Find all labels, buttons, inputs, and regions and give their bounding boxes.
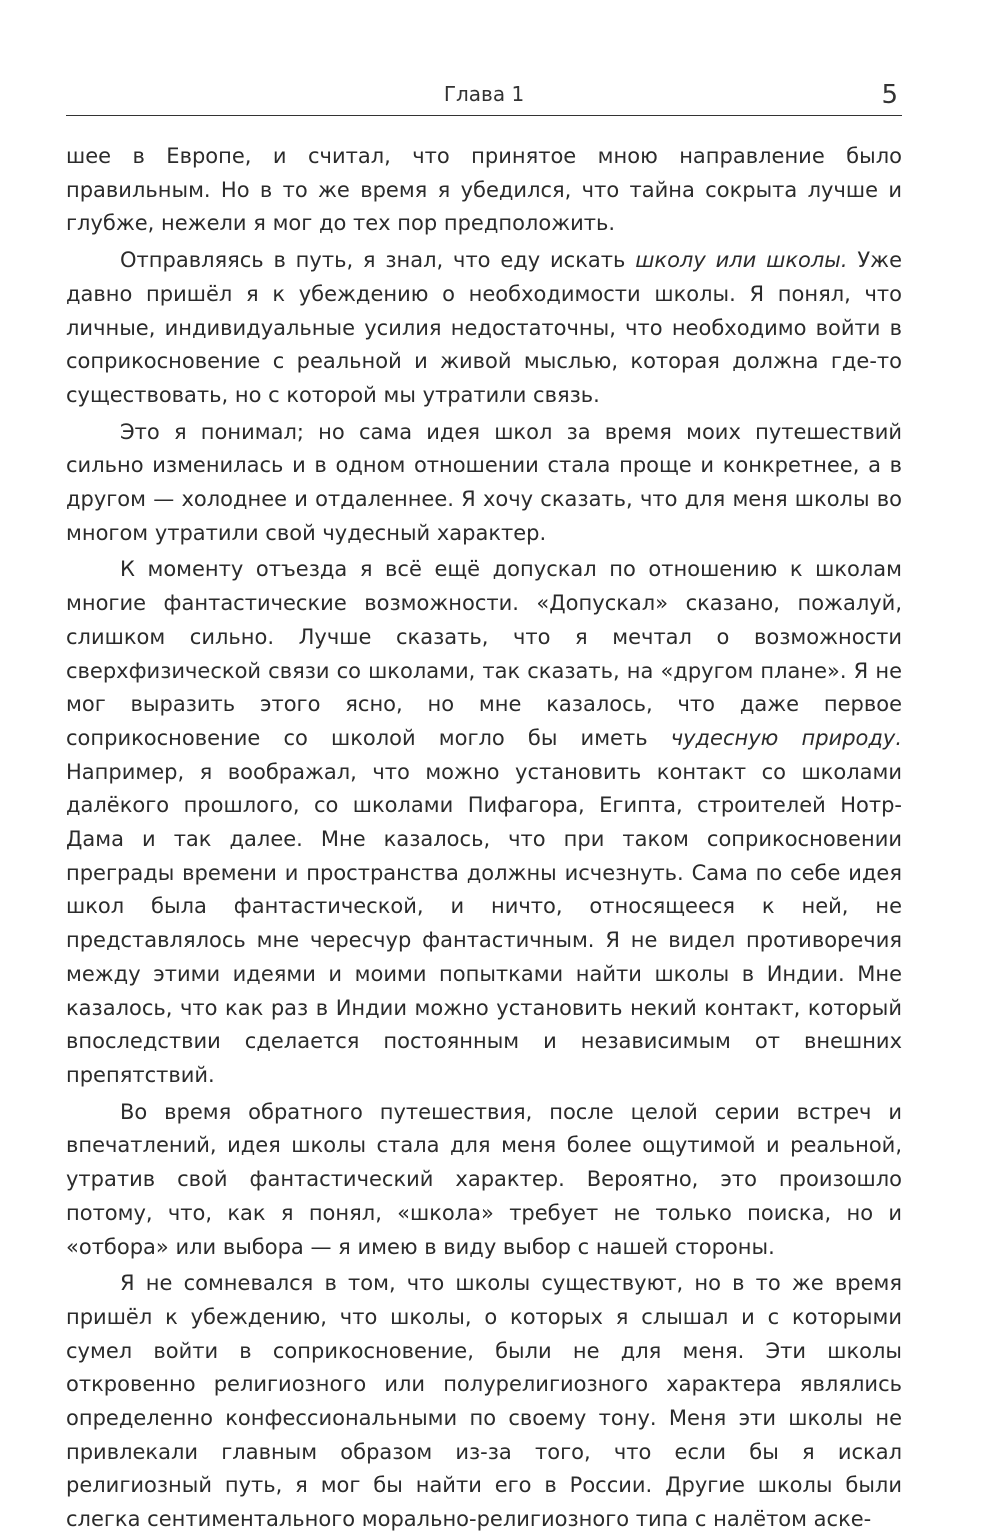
body-text — [66, 140, 902, 1540]
paragraph-6: Я не сомневался в том, что школы существуют, но в то же время пришёл к убеждению, что школы, о которых я слышал и с которыми сумел войти в соприкосновение, были не для меня. Эти школы откровенно религиозного или полурелигиозного характера являлись определенно конфессиональными по своему тону. Меня эти школы не привлекали главным образом из-за того, что если бы я искал религиозный путь, я мог бы найти его в России. Другие школы были слегка сентиментального морально-религиозного типа с налётом аске- — [66, 1271, 902, 1532]
paragraph-5: Во время обратного путешествия, после целой серии встреч и впечатлений, идея школы стала для меня более ощутимой и реальной, утратив свой фантастический характер. Вероятно, это произошло потому, что, как я понял, «школа» требует не только поиска, но и «отбора» или выбора — я имею в виду выбор с нашей стороны. — [66, 1099, 902, 1259]
italic-phrase: чудесную природу. — [670, 725, 902, 750]
page-number: 5 — [881, 80, 898, 110]
paragraph-2: Отправляясь в путь, я знал, что еду искать школу или школы. Уже давно пришёл я к убеждению о необходимости школы. Я понял, что личные, индивидуальные усилия недостаточны, что необходимо войти в соприкосновение с реальной и живой мыслью, которая должна где-то существовать, но с которой мы утратили связь. — [66, 248, 903, 407]
header-divider — [66, 115, 902, 116]
paragraph-3: Это я понимал; но сама идея школ за время моих путешествий сильно изменилась и в одном отношении стала проще и конкретнее, а в другом — холоднее и отдаленнее. Я хочу сказать, что для меня школы во многом утратили свой чудесный характер. — [66, 419, 902, 545]
running-header — [66, 72, 902, 116]
paragraph-4: К моменту отъезда я всё ещё допускал по отношению к школам многие фантастические возможности. «Допускал» сказано, пожалуй, слишком сильно. Лучше сказать, что я мечтал о возможности сверхфизической связи со школами, так сказать, на «другом плане». Я не мог выразить этого ясно, но мне казалось, что даже первое соприкосновение со школой могло бы иметь чудесную природу. Например, я воображал, что можно установить контакт со школами далёкого прошлого, со школами Пифагора, Египта, строителей Нотр-Дама и так далее. Мне казалось, что при таком соприкосновении преграды времени и пространства должны исчезнуть. Сама по себе идея школ была фантастической, и ничто, относящееся к ней, не представлялось мне чересчур фантастичным. Я не видел противоречия между этими идеями и моими попытками найти школы в Индии. Мне казалось, что как раз в Индии можно установить некий контакт, который впоследствии сделается постоянным и независимым от внешних препятствий. — [66, 557, 902, 1087]
chapter-title: Глава 1 — [443, 82, 525, 106]
italic-phrase: школу или школы. — [635, 248, 848, 273]
paragraph-1: шее в Европе, и считал, что принятое мною направление было правильным. Но в то же время я убедился, что тайна сокрыта лучше и глубже, нежели я мог до тех пор предположить. — [66, 144, 902, 236]
